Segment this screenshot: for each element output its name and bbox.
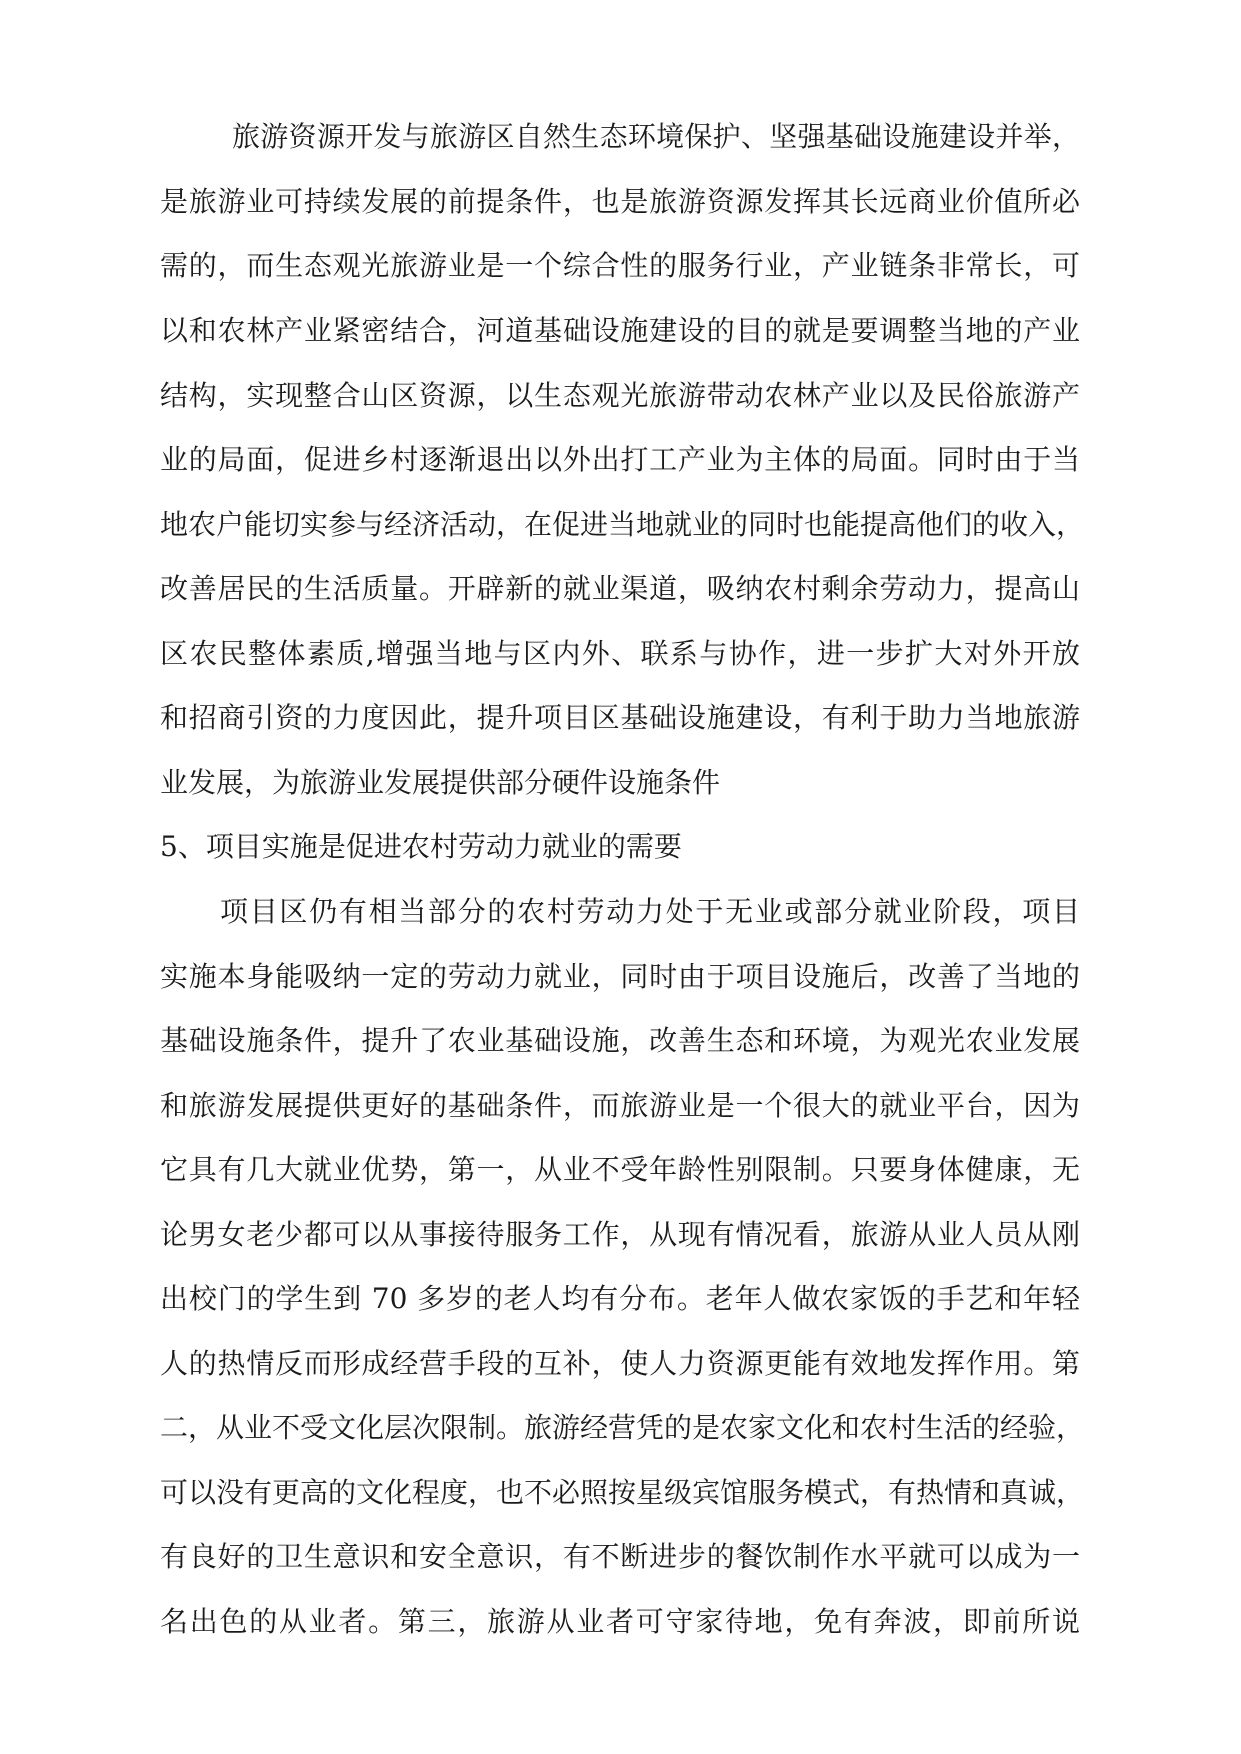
text-line: 实施本身能吸纳一定的劳动力就业，同时由于项目设施后，改善了当地的 [160,960,1080,993]
text-line: 二，从业不受文化层次限制。旅游经营凭的是农家文化和农村生活的经验， [160,1411,1085,1444]
text-line: 和旅游发展提供更好的基础条件，而旅游业是一个很大的就业平台，因为 [160,1089,1080,1122]
text-line: 基础设施条件，提升了农业基础设施，改善生态和环境，为观光农业发展 [160,1024,1080,1057]
text-line: 业的局面，促进乡村逐渐退出以外出打工产业为主体的局面。同时由于当 [160,443,1080,476]
text-line: 需的，而生态观光旅游业是一个综合性的服务行业，产业链条非常长，可 [160,249,1080,282]
text-line: 名出色的从业者。第三，旅游从业者可守家待地，免有奔波，即前所说 [160,1605,1080,1638]
text-line: 它具有几大就业优势，第一，从业不受年龄性别限制。只要身体健康，无 [160,1153,1080,1186]
text-line: 地农户能切实参与经济活动，在促进当地就业的同时也能提高他们的收入， [160,508,1085,541]
text-line: 人的热情反而形成经营手段的互补，使人力资源更能有效地发挥作用。第 [160,1347,1080,1380]
text-line: 论男女老少都可以从事接待服务工作，从现有情况看，旅游从业人员从刚 [160,1218,1080,1251]
text-line: 项目区仍有相当部分的农村劳动力处于无业或部分就业阶段，项目 [220,895,1080,928]
text-line: 结构，实现整合山区资源，以生态观光旅游带动农林产业以及民俗旅游产 [160,379,1080,412]
text-line: 改善居民的生活质量。开辟新的就业渠道，吸纳农村剩余劳动力，提高山 [160,572,1080,605]
section-heading: 5、项目实施是促进农村劳动力就业的需要 [160,830,682,863]
text-line: 业发展，为旅游业发展提供部分硬件设施条件 [160,766,721,799]
text-line: 以和农林产业紧密结合，河道基础设施建设的目的就是要调整当地的产业 [160,314,1080,347]
text-line: 区农民整体素质,增强当地与区内外、联系与协作，进一步扩大对外开放 [160,637,1080,670]
text-line: 和招商引资的力度因此，提升项目区基础设施建设，有利于助力当地旅游 [160,701,1080,734]
text-line: 可以没有更高的文化程度，也不必照按星级宾馆服务模式，有热情和真诚， [160,1476,1085,1509]
text-line: 有良好的卫生意识和安全意识，有不断进步的餐饮制作水平就可以成为一 [160,1540,1080,1573]
text-line: 旅游资源开发与旅游区自然生态环境保护、坚强基础设施建设并举， [232,120,1080,153]
text-line: 出校门的学生到 70 多岁的老人均有分布。老年人做农家饭的手艺和年轻 [160,1282,1080,1315]
text-line: 是旅游业可持续发展的前提条件，也是旅游资源发挥其长远商业价值所必 [160,185,1080,218]
